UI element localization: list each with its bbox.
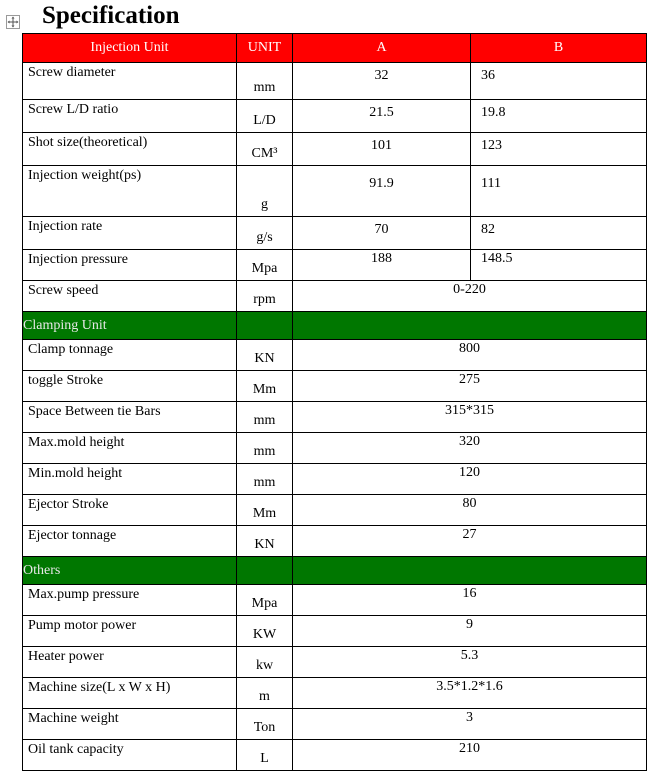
row-unit: KN [237, 340, 293, 371]
section-label: Clamping Unit [23, 312, 237, 340]
section-blank [293, 557, 647, 585]
row-name: Machine weight [23, 709, 237, 740]
row-value-b: 123 [471, 133, 647, 166]
row-value-a: 70 [293, 217, 471, 250]
row-name: Injection pressure [23, 250, 237, 281]
section-blank [237, 312, 293, 340]
row-value: 5.3 [293, 647, 647, 678]
row-name: Max.pump pressure [23, 585, 237, 616]
table-row [23, 371, 647, 402]
row-unit: Mpa [237, 250, 293, 281]
row-value-b: 36 [471, 63, 647, 100]
table-row [23, 433, 647, 464]
row-unit: Mpa [237, 585, 293, 616]
table-row [23, 100, 647, 133]
table-row [23, 133, 647, 166]
row-name: Machine size(L x W x H) [23, 678, 237, 709]
row-value: 3.5*1.2*1.6 [293, 678, 647, 709]
table-row [23, 495, 647, 526]
row-name: Max.mold height [23, 433, 237, 464]
table-row [23, 616, 647, 647]
row-value-a: 101 [293, 133, 471, 166]
row-unit: g/s [237, 217, 293, 250]
row-value: 27 [293, 526, 647, 557]
row-value-a: 188 [293, 250, 471, 281]
table-row [23, 740, 647, 771]
row-name: Min.mold height [23, 464, 237, 495]
row-unit: Mm [237, 371, 293, 402]
row-unit: KW [237, 616, 293, 647]
section-blank [293, 312, 647, 340]
section-row-clamping [23, 312, 647, 340]
row-value-a: 91.9 [293, 166, 471, 217]
row-unit: Ton [237, 709, 293, 740]
table-row [23, 281, 647, 312]
row-value-b: 19.8 [471, 100, 647, 133]
row-value-b: 148.5 [471, 250, 647, 281]
row-unit: mm [237, 402, 293, 433]
row-name: Shot size(theoretical) [23, 133, 237, 166]
row-value: 275 [293, 371, 647, 402]
row-value: 800 [293, 340, 647, 371]
row-value-b: 82 [471, 217, 647, 250]
row-value: 16 [293, 585, 647, 616]
header-unit: UNIT [237, 34, 293, 63]
table-move-handle-icon[interactable] [6, 15, 20, 29]
table-row [23, 709, 647, 740]
row-name: toggle Stroke [23, 371, 237, 402]
row-unit: KN [237, 526, 293, 557]
table-row [23, 585, 647, 616]
header-item: Injection Unit [23, 34, 237, 63]
specification-table [22, 33, 647, 771]
row-value-a: 32 [293, 63, 471, 100]
row-unit: m [237, 678, 293, 709]
row-unit: L/D [237, 100, 293, 133]
table-row [23, 250, 647, 281]
table-row [23, 340, 647, 371]
row-unit: mm [237, 433, 293, 464]
table-row [23, 402, 647, 433]
section-row-others [23, 557, 647, 585]
table-row [23, 166, 647, 217]
row-name: Ejector tonnage [23, 526, 237, 557]
row-name: Oil tank capacity [23, 740, 237, 771]
section-blank [237, 557, 293, 585]
row-unit: kw [237, 647, 293, 678]
table-header-row [23, 34, 647, 63]
row-unit: g [237, 166, 293, 217]
row-unit: CM³ [237, 133, 293, 166]
row-value: 80 [293, 495, 647, 526]
row-name: Screw speed [23, 281, 237, 312]
row-name: Injection rate [23, 217, 237, 250]
row-value-a: 21.5 [293, 100, 471, 133]
row-name: Pump motor power [23, 616, 237, 647]
row-unit: L [237, 740, 293, 771]
table-row [23, 217, 647, 250]
row-value: 9 [293, 616, 647, 647]
table-row [23, 63, 647, 100]
row-value-b: 111 [471, 166, 647, 217]
row-name: Space Between tie Bars [23, 402, 237, 433]
section-label: Others [23, 557, 237, 585]
header-col-b: B [471, 34, 647, 63]
row-value: 3 [293, 709, 647, 740]
row-name: Screw diameter [23, 63, 237, 100]
row-name: Heater power [23, 647, 237, 678]
row-unit: rpm [237, 281, 293, 312]
table-row [23, 647, 647, 678]
row-name: Injection weight(ps) [23, 166, 237, 217]
row-value: 120 [293, 464, 647, 495]
header-col-a: A [293, 34, 471, 63]
row-name: Screw L/D ratio [23, 100, 237, 133]
table-row [23, 526, 647, 557]
row-value: 315*315 [293, 402, 647, 433]
row-unit: Mm [237, 495, 293, 526]
page-title: Specification [42, 2, 180, 29]
row-value: 210 [293, 740, 647, 771]
table-row [23, 464, 647, 495]
row-name: Clamp tonnage [23, 340, 237, 371]
row-name: Ejector Stroke [23, 495, 237, 526]
row-unit: mm [237, 63, 293, 100]
row-value: 0-220 [293, 281, 647, 312]
row-unit: mm [237, 464, 293, 495]
row-value: 320 [293, 433, 647, 464]
